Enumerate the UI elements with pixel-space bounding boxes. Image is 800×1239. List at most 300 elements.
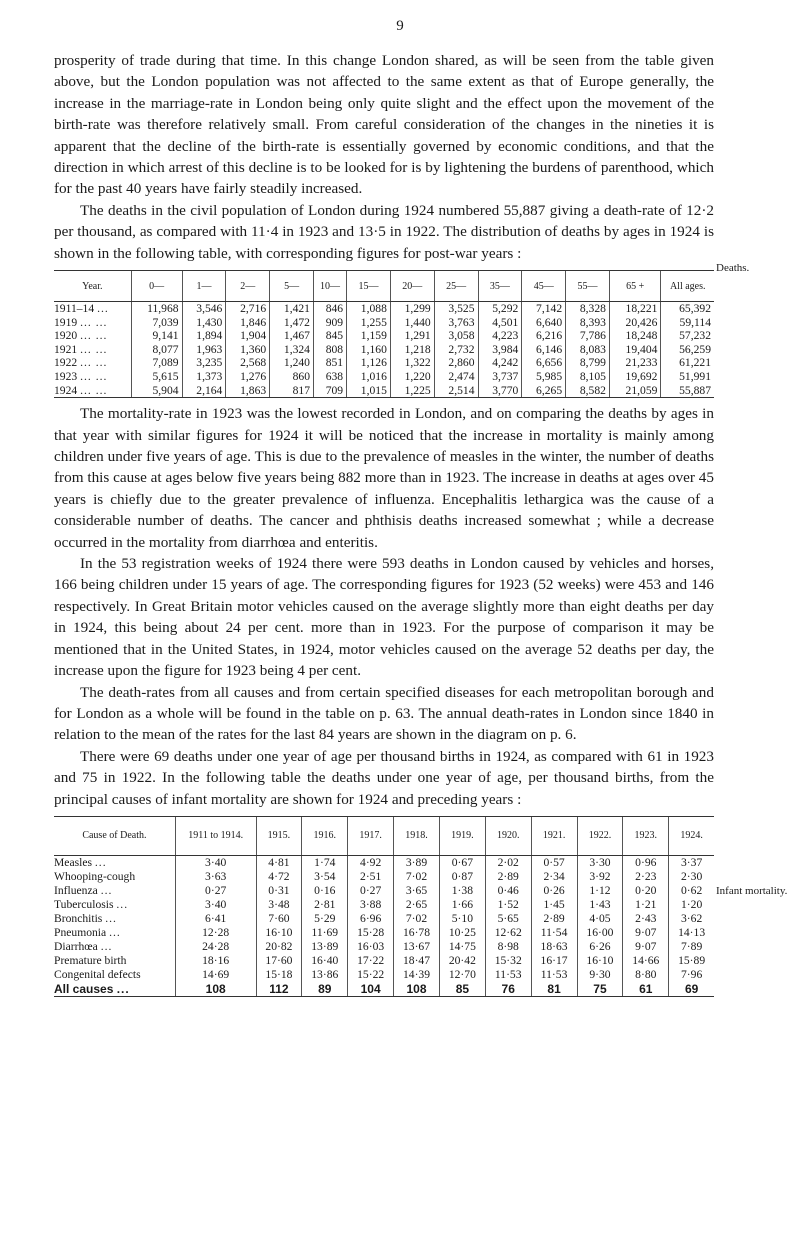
table-cell: 8,582 — [566, 384, 610, 398]
table-cell: 2,514 — [434, 384, 478, 398]
table-cell: 0·20 — [623, 884, 669, 898]
table-cell: 14·39 — [394, 968, 440, 982]
column-header: 1— — [182, 271, 226, 302]
table-cell: 845 — [313, 329, 346, 343]
table-cell: 20·82 — [256, 940, 302, 954]
table-cell: 65,392 — [661, 302, 714, 316]
row-label — [54, 926, 175, 940]
table-cell: 17·60 — [256, 954, 302, 968]
row-label — [54, 940, 175, 954]
table-cell: 6,216 — [522, 329, 566, 343]
table-cell: 14·75 — [439, 940, 485, 954]
table-cell: 16·40 — [302, 954, 348, 968]
table-cell: 81 — [531, 982, 577, 997]
margin-note-deaths: Deaths. — [716, 262, 750, 274]
total-row — [54, 982, 714, 997]
row-label — [54, 982, 175, 997]
column-header: 1923. — [623, 816, 669, 855]
deaths-by-age-table-wrapper — [54, 270, 714, 398]
table-cell: 0·57 — [531, 855, 577, 870]
table-cell: 2,474 — [434, 370, 478, 384]
table-cell: 1,863 — [226, 384, 270, 398]
table-cell: 1,016 — [347, 370, 391, 384]
column-header: 55— — [566, 271, 610, 302]
table-cell: 15·18 — [256, 968, 302, 982]
table-cell: 709 — [313, 384, 346, 398]
main-column — [54, 50, 714, 997]
table-cell: 5,615 — [131, 370, 182, 384]
table-cell: 4·72 — [256, 870, 302, 884]
year-label: 1924 — [54, 383, 78, 397]
table-cell: 4,223 — [478, 329, 522, 343]
paragraph-mortality-rate: The mortality-rate in 1923 was the lowest recorded in London, and on comparing the deaths by ages in that year with similar figures for 1924 it will be noticed that the increase in mortality is mainly among children under five years of age. This is due to the prevalence of measles in the winter, the number of deaths from this cause at ages below five years being 882 more than in 1923. The increase in deaths at ages over 45 years is chiefly due to the greater prevalence of influenza. Encephalitis lethargica was the cause of a considerable number of deaths. The cancer and phthisis deaths increased somewhat ; while a decrease occurred in the mortality from diarrhœa and enteritis. — [54, 405, 714, 551]
leader-dots: ... — [100, 939, 113, 953]
column-header: 10— — [313, 271, 346, 302]
leader-dots: ... ... — [80, 383, 108, 397]
table-cell: 3·65 — [394, 884, 440, 898]
table-cell: 112 — [256, 982, 302, 997]
table-cell: 1,467 — [270, 329, 314, 343]
table-cell: 3·54 — [302, 870, 348, 884]
column-header: 1911 to 1914. — [175, 816, 256, 855]
table-cell: 1,126 — [347, 356, 391, 370]
table-cell: 16·10 — [256, 926, 302, 940]
table-cell: 3,737 — [478, 370, 522, 384]
table-cell: 5·65 — [485, 912, 531, 926]
table-row — [54, 884, 714, 898]
table-cell: 8·80 — [623, 968, 669, 982]
row-label — [54, 968, 175, 982]
table-cell: 15·32 — [485, 954, 531, 968]
table-cell: 14·13 — [669, 926, 714, 940]
table-cell: 11·53 — [485, 968, 531, 982]
cause-label: Pneumonia — [54, 925, 107, 939]
table-cell: 55,887 — [661, 384, 714, 398]
table-cell: 3,235 — [182, 356, 226, 370]
column-header: 0— — [131, 271, 182, 302]
table-cell: 1,276 — [226, 370, 270, 384]
column-header: 1922. — [577, 816, 623, 855]
table-cell: 817 — [270, 384, 314, 398]
table-cell: 3·30 — [577, 855, 623, 870]
table-cell: 16·00 — [577, 926, 623, 940]
column-header: Cause of Death. — [54, 816, 175, 855]
table-cell: 0·27 — [175, 884, 256, 898]
leader-dots: ... — [116, 981, 130, 996]
table-cell: 0·31 — [256, 884, 302, 898]
table-cell: 8,077 — [131, 343, 182, 357]
table-cell: 846 — [313, 302, 346, 316]
row-label — [54, 384, 131, 398]
table-cell: 9,141 — [131, 329, 182, 343]
column-header: 65 + — [609, 271, 660, 302]
table-cell: 5,985 — [522, 370, 566, 384]
table-cell: 0·87 — [439, 870, 485, 884]
table-cell: 1·38 — [439, 884, 485, 898]
year-label: 1919 — [54, 315, 78, 329]
table-cell: 1,472 — [270, 316, 314, 330]
table-row — [54, 912, 714, 926]
table-cell: 7,039 — [131, 316, 182, 330]
row-label — [54, 356, 131, 370]
table-cell: 2,164 — [182, 384, 226, 398]
table-cell: 1,225 — [390, 384, 434, 398]
table-cell: 3,763 — [434, 316, 478, 330]
column-header: 25— — [434, 271, 478, 302]
table-cell: 4,501 — [478, 316, 522, 330]
leader-dots: ... ... — [80, 315, 108, 329]
table-cell: 1,299 — [390, 302, 434, 316]
table-cell: 860 — [270, 370, 314, 384]
year-label: 1920 — [54, 329, 78, 343]
table-cell: 6·26 — [577, 940, 623, 954]
table-row — [54, 316, 714, 330]
table-cell: 1,015 — [347, 384, 391, 398]
table-cell: 3·63 — [175, 870, 256, 884]
table-cell: 3·92 — [577, 870, 623, 884]
table-row — [54, 343, 714, 357]
table-cell: 69 — [669, 982, 714, 997]
table-cell: 7,142 — [522, 302, 566, 316]
table-cell: 18·16 — [175, 954, 256, 968]
table-cell: 15·22 — [348, 968, 394, 982]
row-label — [54, 370, 131, 384]
table-cell: 56,259 — [661, 343, 714, 357]
leader-dots: ... — [97, 302, 109, 316]
table-cell: 0·62 — [669, 884, 714, 898]
column-header: 20— — [390, 271, 434, 302]
table-cell: 76 — [485, 982, 531, 997]
table-cell: 16·10 — [577, 954, 623, 968]
table-cell: 15·28 — [348, 926, 394, 940]
table-row — [54, 356, 714, 370]
table-cell: 104 — [348, 982, 394, 997]
table-row — [54, 898, 714, 912]
table-cell: 5,292 — [478, 302, 522, 316]
table-row — [54, 370, 714, 384]
table-cell: 7,089 — [131, 356, 182, 370]
table-cell: 3·89 — [394, 855, 440, 870]
table-cell: 18·63 — [531, 940, 577, 954]
year-label: 1923 — [54, 370, 78, 384]
infant-mortality-table — [54, 816, 714, 997]
table-cell: 7·02 — [394, 912, 440, 926]
table-cell: 1,088 — [347, 302, 391, 316]
table-cell: 8,799 — [566, 356, 610, 370]
table-cell: 1·21 — [623, 898, 669, 912]
table-cell: 5,904 — [131, 384, 182, 398]
table-cell: 18,221 — [609, 302, 660, 316]
table-cell: 851 — [313, 356, 346, 370]
table-cell: 1,360 — [226, 343, 270, 357]
leader-dots: ... — [116, 897, 129, 911]
table-cell: 10·25 — [439, 926, 485, 940]
table-cell: 1,904 — [226, 329, 270, 343]
table-cell: 11·54 — [531, 926, 577, 940]
table-cell: 2·89 — [531, 912, 577, 926]
table-cell: 7·89 — [669, 940, 714, 954]
table-cell: 6,640 — [522, 316, 566, 330]
table-cell: 2·23 — [623, 870, 669, 884]
table-cell: 1,894 — [182, 329, 226, 343]
row-label — [54, 855, 175, 870]
table-cell: 12·62 — [485, 926, 531, 940]
table-row — [54, 926, 714, 940]
table-cell: 3,984 — [478, 343, 522, 357]
table-cell: 5·29 — [302, 912, 348, 926]
table-cell: 4·05 — [577, 912, 623, 926]
table-cell: 11,968 — [131, 302, 182, 316]
table-cell: 3·62 — [669, 912, 714, 926]
table-cell: 16·78 — [394, 926, 440, 940]
table-cell: 3,525 — [434, 302, 478, 316]
table-cell: 11·53 — [531, 968, 577, 982]
paragraph-birth-rate: prosperity of trade during that time. In this change London shared, as will be seen from the table given above, but the London population was not affected to the same extent as that of Europe generally, the increase in the marriage-rate in London being only quite slight and the effect upon the movement of the birth-rate was therefore relatively small. From careful consideration of the changes in the nineties it is apparent that the decline of the birth-rate is essentially governed by economic conditions, and that the direction in which arrest of this decline is to be looked for is by lightening the burdens of parenthood, which for the past 40 years have fairly steadily increased. — [54, 52, 714, 198]
leader-dots: ... ... — [80, 329, 108, 343]
leader-dots: ... ... — [80, 370, 108, 384]
table-cell: 1,255 — [347, 316, 391, 330]
column-header: 35— — [478, 271, 522, 302]
table-cell: 3·40 — [175, 855, 256, 870]
cause-label: Tuberculosis — [54, 897, 114, 911]
column-header: 1917. — [348, 816, 394, 855]
table-cell: 2·30 — [669, 870, 714, 884]
table-cell: 9·30 — [577, 968, 623, 982]
table-cell: 1,240 — [270, 356, 314, 370]
table-cell: 1,421 — [270, 302, 314, 316]
table-row — [54, 855, 714, 870]
table-cell: 4,242 — [478, 356, 522, 370]
table-cell: 1,322 — [390, 356, 434, 370]
row-label — [54, 884, 175, 898]
table-cell: 19,404 — [609, 343, 660, 357]
table-cell: 13·89 — [302, 940, 348, 954]
table-cell: 7·60 — [256, 912, 302, 926]
table-cell: 2·43 — [623, 912, 669, 926]
paragraph-death-rates: The death-rates from all causes and from certain specified diseases for each metropolitan borough and for London as a whole will be found in the table on p. 63. The annual death-rates in London since 1840 in relation to the mean of the rates for the last 84 years are shown in the diagram on p. 6. — [54, 683, 714, 744]
table-cell: 0·27 — [348, 884, 394, 898]
table-cell: 8,328 — [566, 302, 610, 316]
table-row — [54, 954, 714, 968]
table-cell: 20·42 — [439, 954, 485, 968]
table-cell: 3,546 — [182, 302, 226, 316]
leader-dots: ... ... — [80, 356, 108, 370]
column-header: Year. — [54, 271, 131, 302]
row-label — [54, 954, 175, 968]
table-cell: 4·92 — [348, 855, 394, 870]
table-cell: 0·26 — [531, 884, 577, 898]
table-cell: 2·81 — [302, 898, 348, 912]
table-cell: 2·65 — [394, 898, 440, 912]
table-cell: 3,770 — [478, 384, 522, 398]
table-cell: 21,059 — [609, 384, 660, 398]
table-cell: 18,248 — [609, 329, 660, 343]
row-label — [54, 329, 131, 343]
table-row — [54, 940, 714, 954]
table-row — [54, 870, 714, 884]
leader-dots: ... — [109, 925, 121, 939]
deaths-by-age-table — [54, 270, 714, 398]
cause-label: Influenza — [54, 883, 98, 897]
column-header: 1921. — [531, 816, 577, 855]
table-cell: 7·96 — [669, 968, 714, 982]
infant-mortality-table-wrapper — [54, 816, 714, 997]
page-number: 9 — [396, 18, 404, 34]
table-cell: 17·22 — [348, 954, 394, 968]
column-header: 5— — [270, 271, 314, 302]
table-cell: 3·40 — [175, 898, 256, 912]
table-cell: 2,568 — [226, 356, 270, 370]
column-header: 2— — [226, 271, 270, 302]
table-cell: 638 — [313, 370, 346, 384]
table-cell: 1·74 — [302, 855, 348, 870]
table-cell: 11·69 — [302, 926, 348, 940]
table-cell: 909 — [313, 316, 346, 330]
table-cell: 1,440 — [390, 316, 434, 330]
table-cell: 1,324 — [270, 343, 314, 357]
table-cell: 6·41 — [175, 912, 256, 926]
column-header: 1918. — [394, 816, 440, 855]
table-cell: 6,265 — [522, 384, 566, 398]
cause-label: Diarrhœa — [54, 939, 98, 953]
table-cell: 1,160 — [347, 343, 391, 357]
column-header: All ages. — [661, 271, 714, 302]
table-cell: 0·96 — [623, 855, 669, 870]
table-cell: 1·43 — [577, 898, 623, 912]
table-cell: 3·88 — [348, 898, 394, 912]
table-cell: 12·70 — [439, 968, 485, 982]
table-cell: 3,058 — [434, 329, 478, 343]
table-cell: 19,692 — [609, 370, 660, 384]
table-cell: 108 — [175, 982, 256, 997]
table-cell: 108 — [394, 982, 440, 997]
leader-dots: ... — [94, 855, 107, 869]
table-cell: 1·12 — [577, 884, 623, 898]
table-cell: 5·10 — [439, 912, 485, 926]
table-cell: 1,373 — [182, 370, 226, 384]
table-cell: 1,291 — [390, 329, 434, 343]
table-cell: 6·96 — [348, 912, 394, 926]
table-cell: 2,732 — [434, 343, 478, 357]
cause-label: All causes — [54, 981, 114, 996]
leader-dots: ... ... — [80, 342, 108, 356]
table-cell: 18·47 — [394, 954, 440, 968]
row-label — [54, 302, 131, 316]
column-header: 1915. — [256, 816, 302, 855]
paragraph-vehicle-deaths: In the 53 registration weeks of 1924 there were 593 deaths in London caused by vehicles and horses, 166 being children under 15 years of age. The corresponding figures for 1923 (52 weeks) were 453 and 146 respectively. In Great Britain motor vehicles caused on the average slightly more than eight deaths per day in 1924, this being about 24 per cent. more than in 1923. For the purpose of comparison it may be mentioned that in the United States, in 1924, motor vehicles caused on the average 52 deaths per day, the increase upon the figure for 1923 being 4 per cent. — [54, 555, 714, 680]
table-cell: 1,220 — [390, 370, 434, 384]
table-cell: 7·02 — [394, 870, 440, 884]
table-cell: 57,232 — [661, 329, 714, 343]
year-label: 1922 — [54, 356, 78, 370]
cause-label: Bronchitis — [54, 911, 103, 925]
table-cell: 15·89 — [669, 954, 714, 968]
year-label: 1911–14 — [54, 302, 95, 316]
table-cell: 1·20 — [669, 898, 714, 912]
table-cell: 2,860 — [434, 356, 478, 370]
table-cell: 75 — [577, 982, 623, 997]
column-header: 1916. — [302, 816, 348, 855]
table-cell: 8,393 — [566, 316, 610, 330]
table-cell: 1,963 — [182, 343, 226, 357]
table-cell: 0·46 — [485, 884, 531, 898]
table-cell: 1,430 — [182, 316, 226, 330]
column-header: 45— — [522, 271, 566, 302]
table-cell: 9·07 — [623, 926, 669, 940]
leader-dots: ... — [105, 911, 117, 925]
table-cell: 2·51 — [348, 870, 394, 884]
row-label — [54, 898, 175, 912]
row-label — [54, 912, 175, 926]
leader-dots: ... — [100, 883, 113, 897]
table-header-row — [54, 271, 714, 302]
row-label — [54, 343, 131, 357]
table-cell: 21,233 — [609, 356, 660, 370]
row-label — [54, 316, 131, 330]
paragraph-deaths: The deaths in the civil population of London during 1924 numbered 55,887 giving a death-rate of 12·2 per thousand, as compared with 11·4 in 1923 and 13·5 in 1922. The distribution of deaths by ages in 1924 is shown in the following table, with corresponding figures for post-war years : — [54, 201, 714, 262]
row-label — [54, 870, 175, 884]
table-cell: 61 — [623, 982, 669, 997]
table-cell: 1,159 — [347, 329, 391, 343]
table-cell: 8,083 — [566, 343, 610, 357]
table-cell: 808 — [313, 343, 346, 357]
table-cell: 1,218 — [390, 343, 434, 357]
table-cell: 9·07 — [623, 940, 669, 954]
table-cell: 89 — [302, 982, 348, 997]
table-cell: 1·45 — [531, 898, 577, 912]
table-cell: 3·48 — [256, 898, 302, 912]
column-header: 15— — [347, 271, 391, 302]
table-cell: 61,221 — [661, 356, 714, 370]
table-cell: 14·69 — [175, 968, 256, 982]
table-cell: 6,146 — [522, 343, 566, 357]
table-cell: 2·89 — [485, 870, 531, 884]
table-cell: 13·67 — [394, 940, 440, 954]
margin-note-infant-mortality: Infant mortality. — [716, 885, 788, 897]
table-cell: 1,846 — [226, 316, 270, 330]
table-cell: 20,426 — [609, 316, 660, 330]
table-cell: 8·98 — [485, 940, 531, 954]
cause-label: Premature birth — [54, 953, 127, 967]
column-header: 1919. — [439, 816, 485, 855]
table-cell: 16·17 — [531, 954, 577, 968]
table-cell: 14·66 — [623, 954, 669, 968]
table-cell: 3·37 — [669, 855, 714, 870]
table-row — [54, 302, 714, 316]
table-cell: 12·28 — [175, 926, 256, 940]
table-cell: 4·81 — [256, 855, 302, 870]
cause-label: Congenital defects — [54, 967, 141, 981]
table-cell: 13·86 — [302, 968, 348, 982]
table-row — [54, 329, 714, 343]
paragraph-infant-mortality: There were 69 deaths under one year of age per thousand births in 1924, as compared with 61 in 1923 and 75 in 1922. In the following table the deaths under one year of age, per thousand births, from the principal causes of infant mortality are shown for 1924 and preceding years : — [54, 747, 714, 808]
table-cell: 1·52 — [485, 898, 531, 912]
table-cell: 85 — [439, 982, 485, 997]
table-cell: 2,716 — [226, 302, 270, 316]
table-cell: 7,786 — [566, 329, 610, 343]
column-header: 1924. — [669, 816, 714, 855]
table-cell: 1·66 — [439, 898, 485, 912]
column-header: 1920. — [485, 816, 531, 855]
table-cell: 6,656 — [522, 356, 566, 370]
table-cell: 16·03 — [348, 940, 394, 954]
table-header-row — [54, 816, 714, 855]
table-row — [54, 384, 714, 398]
table-cell: 51,991 — [661, 370, 714, 384]
table-cell: 0·67 — [439, 855, 485, 870]
year-label: 1921 — [54, 342, 78, 356]
cause-label: Measles — [54, 855, 92, 869]
